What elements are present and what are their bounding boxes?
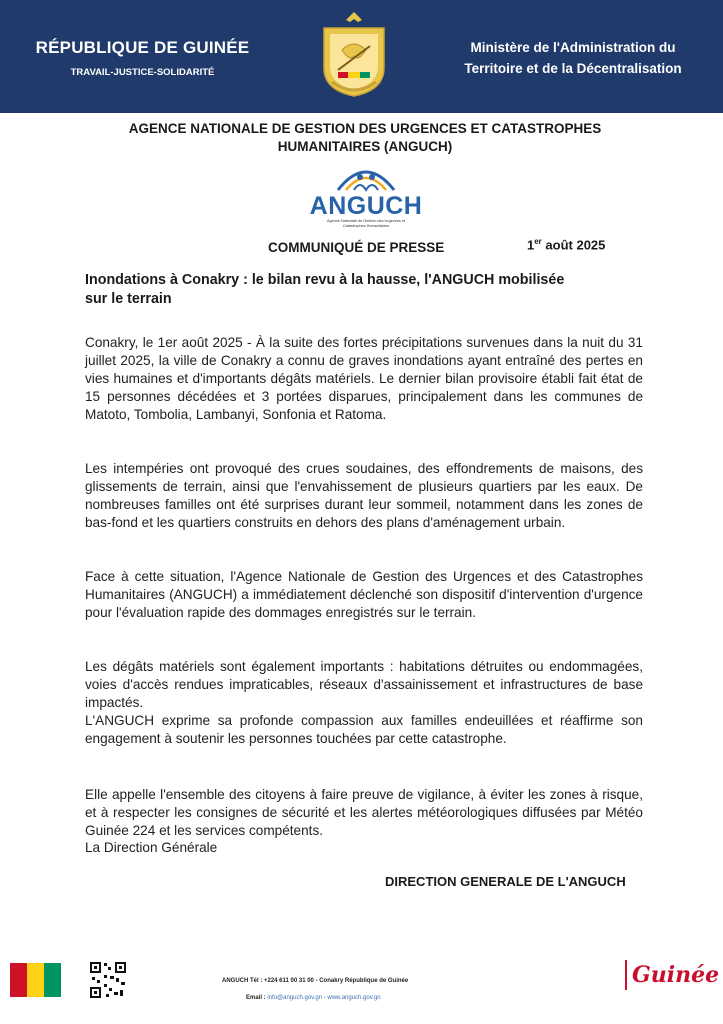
footer-email — [246, 995, 381, 1001]
body-paragraph-1: Conakry, le 1er août 2025 - À la suite des fortes précipitations survenues dans la nuit du 31 juillet 2025, la ville de Conakry a connu de graves inondations ayant entraîné des pertes en vies humaines et d'importants dégâts matériels. Le dernier bilan provisoire établi fait état de 15 personnes décédées et 3 portées disparues, principalement dans les communes de Matoto, Tombolia, Lambanyi, Sonfonia et Ratoma. — [85, 335, 643, 422]
agency-title — [110, 120, 620, 156]
republic-title: RÉPUBLIQUE DE GUINÉE — [35, 38, 250, 57]
guinee-brand-logo: Guinée — [632, 962, 720, 988]
press-release-title: COMMUNIQUÉ DE PRESSE — [268, 240, 445, 255]
brand-divider — [625, 960, 627, 990]
ministry-line-2: Territoire et de la Décentralisation — [464, 61, 682, 76]
direction-signature: DIRECTION GENERALE DE L'ANGUCH — [385, 874, 626, 889]
release-date — [527, 237, 605, 252]
agency-title-line-1: AGENCE NATIONALE DE GESTION DES URGENCES ET CATASTROPHES — [128, 121, 602, 136]
anguch-logo-word: ANGUCH — [309, 192, 423, 220]
headline-line-1: Inondations à Conakry : le bilan revu à la hausse, l'ANGUCH mobilisée — [85, 272, 565, 288]
guinea-flag-icon — [10, 963, 61, 997]
ministry-block — [438, 37, 708, 79]
footer-email-link[interactable]: info@anguch.gov.gn - www.anguch.gov.gn — [267, 995, 381, 1001]
flag-stripe-red — [10, 963, 27, 997]
guinea-coat-of-arms-icon — [318, 10, 390, 98]
signoff: La Direction Générale — [85, 840, 218, 855]
headline-line-2: sur le terrain — [85, 291, 172, 307]
qr-code-icon — [88, 960, 128, 1000]
flag-stripe-green — [44, 963, 61, 997]
agency-title-line-2: HUMANITAIRES (ANGUCH) — [277, 139, 453, 154]
anguch-logo-icon — [308, 160, 424, 194]
republic-block — [20, 38, 265, 78]
date-day: 1 — [527, 237, 535, 253]
flag-stripe-yellow — [27, 963, 44, 997]
date-superscript: er — [534, 237, 542, 246]
headline — [85, 271, 645, 309]
ministry-line-1: Ministère de l'Administration du — [470, 40, 676, 55]
anguch-logo-subtitle: Agence Nationale de Gestion des Urgences et Catastrophes Humanitaires — [326, 219, 406, 228]
body-paragraph-4: Les dégâts matériels sont également importants : habitations détruites ou endommagées, voies d'accès rendues impraticables, réseaux d'assainissement et infrastructures de base impactés. — [85, 659, 643, 710]
header-banner — [0, 0, 723, 113]
body-paragraph-2: Les intempéries ont provoqué des crues soudaines, des effondrements de maisons, des glissements de terrain, ainsi que l'envahissement de plusieurs quartiers par les eaux. De nombreuses familles ont été surprises durant leur sommeil, notamment dans les zones de bas-fond et les quartiers construits en dehors des plans d'aménagement urbain. — [85, 461, 643, 530]
footer-email-label: Email : — [246, 995, 268, 1001]
national-motto: TRAVAIL-JUSTICE-SOLIDARITÉ — [70, 67, 215, 78]
body-paragraph-5: L'ANGUCH exprime sa profonde compassion aux familles endeuillées et réaffirme son engagement à soutenir les personnes touchées par cette catastrophe. — [85, 713, 643, 746]
body-paragraph-3: Face à cette situation, l'Agence Nationale de Gestion des Urgences et des Catastrophes Humanitaires (ANGUCH) a immédiatement déclenché son dispositif d'intervention d'urgence pour l'évaluation rapide des dommages enregistrés sur le terrain. — [85, 569, 643, 620]
footer-contact: ANGUCH Tél : +224 611 00 31 00 - Conakry République de Guinée — [222, 978, 409, 984]
body-paragraph-6: Elle appelle l'ensemble des citoyens à faire preuve de vigilance, à éviter les zones à risque, et à respecter les consignes de sécurité et les alertes météorologiques diffusées par Météo Guinée 224 et les services compétents. — [85, 787, 643, 838]
anguch-logo — [308, 160, 424, 230]
date-rest: août 2025 — [541, 237, 606, 253]
